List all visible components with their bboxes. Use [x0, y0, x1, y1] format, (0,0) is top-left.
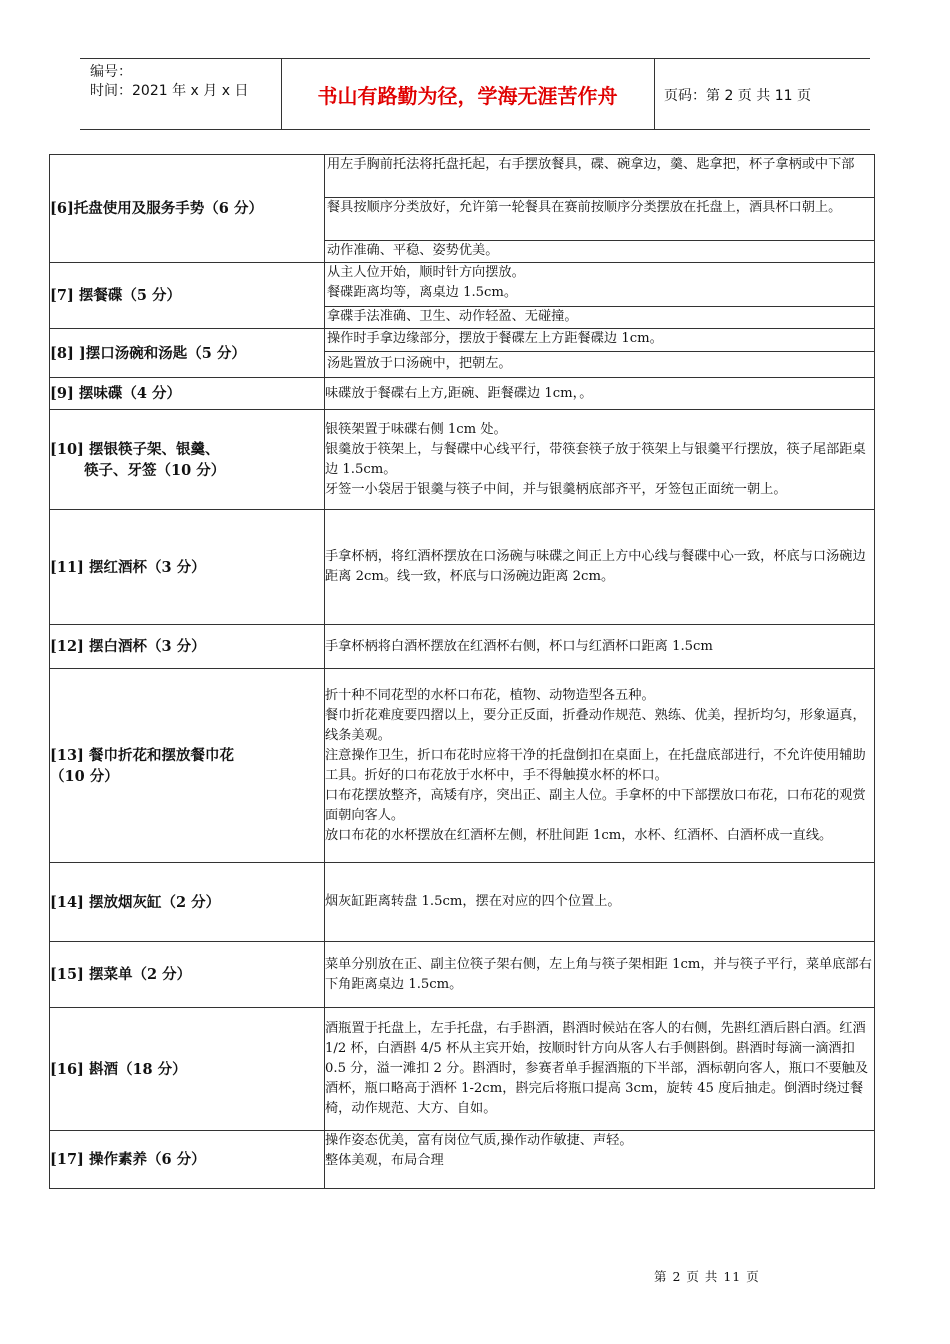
content-line: 动作准确、平稳、姿势优美。 — [327, 243, 499, 258]
content-line: 拿碟手法准确、卫生、动作轻盈、无碰撞。 — [327, 309, 578, 324]
row-content — [325, 669, 875, 863]
row-label: [15] 摆菜单（2 分） — [50, 942, 325, 1008]
table-row — [50, 863, 875, 942]
table-row — [50, 378, 875, 410]
content-line: 味碟放于餐碟右上方,距碗、距餐碟边 1cm，。 — [325, 385, 593, 401]
content-line: 用左手胸前托法将托盘托起，右手摆放餐具，碟、碗拿边，羹、匙拿把，杯子拿柄或中下部 — [327, 157, 855, 172]
content-line: 注意操作卫生，折口布花时应将干净的托盘倒扣在桌面上，在托盘底部进行，不允许使用辅助工具。折好的口布花放于水杯中，手不得触摸水杯的杯口。 — [325, 747, 866, 783]
table-row — [50, 942, 875, 1008]
row-label: [12] 摆白酒杯（3 分） — [50, 625, 325, 669]
content-line: 折十种不同花型的水杯口布花，植物、动物造型各五种。 — [325, 687, 655, 703]
table-row — [50, 1008, 875, 1131]
page-footer: 第 2 页 共 11 页 — [654, 1269, 760, 1284]
table-row — [50, 625, 875, 669]
row-content — [325, 378, 875, 410]
header-meta — [90, 63, 248, 101]
content-line: 整体美观，布局合理 — [325, 1153, 444, 1168]
content-line: 餐具按顺序分类放好，允许第一轮餐具在赛前按顺序分类摆放在托盘上，酒具杯口朝上。 — [327, 200, 842, 215]
row-label: [11] 摆红酒杯（3 分） — [50, 510, 325, 625]
content-line: 汤匙置放于口汤碗中，把朝左。 — [327, 356, 512, 371]
content-line: 牙签一小袋居于银羹与筷子中间，并与银羹柄底部齐平，牙签包正面统一朝上。 — [325, 481, 787, 497]
content-line: 银羹放于筷架上，与餐碟中心线平行，带筷套筷子放于筷架上与银羹平行摆放，筷子尾部距桌边 1.5cm。 — [325, 441, 866, 477]
row-content — [325, 1008, 875, 1131]
table-row — [50, 510, 875, 625]
row-content — [325, 1131, 875, 1189]
content-line: 菜单分别放在正、副主位筷子架右侧，左上角与筷子架相距 1cm，并与筷子平行，菜单底部右下角距离桌边 1.5cm。 — [325, 956, 872, 992]
content-line: 口布花摆放整齐，高矮有序，突出正、副主人位。手拿杯的中下部摆放口布花，口布花的观赏面朝向客人。 — [325, 787, 866, 823]
row-label: [13] 餐巾折花和摆放餐巾花 （10 分） — [50, 669, 325, 863]
content-line: 操作时手拿边缘部分，摆放于餐碟左上方距餐碟边 1cm。 — [327, 331, 663, 346]
row-content — [325, 625, 875, 669]
scoring-table — [49, 154, 875, 1189]
page-header — [80, 58, 870, 130]
content-line: 手拿杯柄将白酒杯摆放在红酒杯右侧，杯口与红酒杯口距离 1.5cm — [325, 638, 713, 654]
row-label: [7] 摆餐碟（5 分） — [50, 263, 325, 329]
row-label: [6]托盘使用及服务手势（6 分） — [50, 155, 325, 263]
content-line: 餐碟距离均等，离桌边 1.5cm。 — [327, 285, 518, 300]
header-divider — [654, 59, 655, 129]
row-content — [325, 510, 875, 625]
content-line: 酒瓶置于托盘上，左手托盘，右手斟酒，斟酒时候站在客人的右侧，先斟红酒后斟白酒。红酒 1/2 杯，白酒斟 4/5 杯从主宾开始，按顺时针方向从客人右手侧斟倒。斟酒时每滴一滴酒扣 0.5 分，溢一滩扣 2 分。斟酒时，参赛者单手握酒瓶的下半部，酒标朝向客人，瓶口不要触及酒杯，瓶口略高于酒杯 1-2cm，斟完后将瓶口提高 3cm，旋转 45 度后抽走。倒酒时绕过餐椅，动作规范、大方、自如。 — [325, 1021, 869, 1116]
row-content — [325, 863, 875, 942]
content-line: 手拿杯柄，将红酒杯摆放在口汤碗与味碟之间正上方中心线与餐碟中心一致，杯底与口汤碗边距离 2cm。线一致，杯底与口汤碗边距离 2cm。 — [325, 549, 866, 584]
content-line: 烟灰缸距离转盘 1.5cm，摆在对应的四个位置上。 — [325, 894, 621, 909]
content-line: 放口布花的水杯摆放在红酒杯左侧，杯肚间距 1cm，水杯、红酒杯、白酒杯成一直线。 — [325, 827, 833, 843]
table-row — [50, 1131, 875, 1189]
row-label: [10] 摆银筷子架、银羹、 筷子、牙签（10 分） — [50, 410, 325, 510]
content-line: 操作姿态优美，富有岗位气质,操作动作敏捷、声轻。 — [325, 1133, 633, 1148]
time-label: 时间：2021 年 x 月 x 日 — [90, 83, 249, 99]
row-label: [9] 摆味碟（4 分） — [50, 378, 325, 410]
table-row — [50, 263, 875, 329]
table-row — [50, 329, 875, 378]
motto: 书山有路勤为径，学海无涯苦作舟 — [317, 83, 618, 108]
content-line: 银筷架置于味碟右侧 1cm 处。 — [325, 421, 507, 437]
row-content — [325, 263, 875, 329]
content-line: 从主人位开始，顺时针方向摆放。 — [327, 265, 525, 280]
page-info: 页码：第 2 页 共 11 页 — [664, 88, 811, 104]
row-content — [325, 329, 875, 378]
row-content — [325, 155, 875, 263]
table-row — [50, 410, 875, 510]
row-label: [16] 斟酒（18 分） — [50, 1008, 325, 1131]
table-row — [50, 669, 875, 863]
row-label: [14] 摆放烟灰缸（2 分） — [50, 863, 325, 942]
row-label: [17] 操作素养（6 分） — [50, 1131, 325, 1189]
table-row — [50, 155, 875, 263]
content-line: 餐巾折花难度要四摺以上，要分正反面，折叠动作规范、熟练、优美，捏折均匀，形象逼真，线条美观。 — [325, 707, 866, 743]
row-label: [8] ]摆口汤碗和汤匙（5 分） — [50, 329, 325, 378]
row-content — [325, 410, 875, 510]
number-label: 编号： — [90, 64, 132, 80]
row-content — [325, 942, 875, 1008]
